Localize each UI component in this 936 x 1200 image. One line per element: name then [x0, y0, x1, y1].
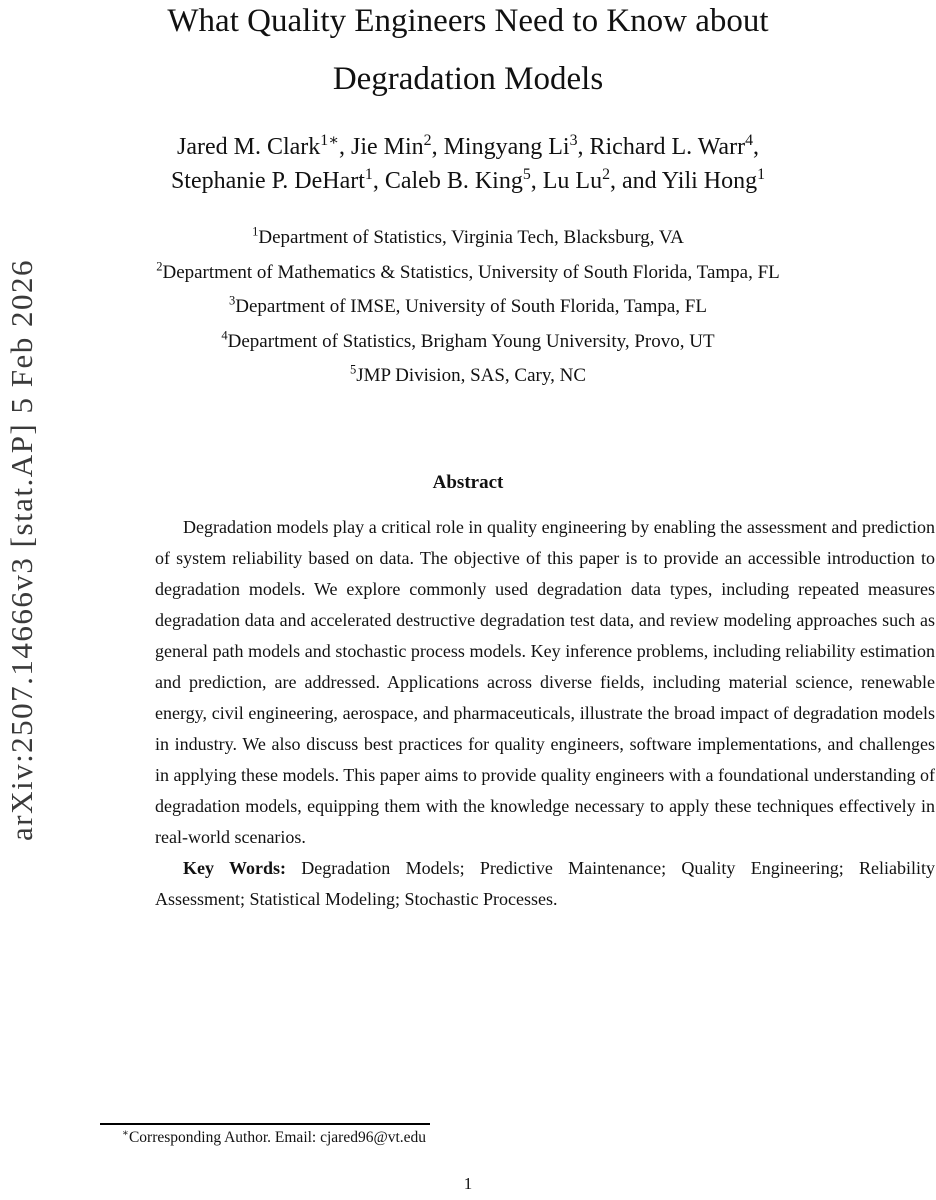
page-number: 1 — [463, 1174, 473, 1193]
keywords-text: Degradation Models; Predictive Maintenance; Quality Engineering; Reliability Assessment; Statistical Modeling; Stochastic Processes. — [155, 858, 935, 909]
paper-title — [0, 0, 936, 108]
paper-title-line2: Degradation Models — [332, 61, 604, 97]
affiliation-2: $^2$Department of Mathematics & Statistics, University of South Florida, Tampa, FL — [156, 259, 780, 283]
author-list — [0, 130, 936, 198]
affiliation-3: $^3$Department of IMSE, University of South Florida, Tampa, FL — [229, 293, 707, 317]
abstract-body — [155, 512, 935, 915]
author-line-1: Jared M. Clark$^{1∗}$, Jie Min$^2$, Mingyang Li$^3$, Richard L. Warr$^4$, — [177, 132, 759, 160]
abstract-text: Degradation models play a critical role in quality engineering by enabling the assessment and prediction of system reliability based on data. The objective of this paper is to provide an accessible introduction to degradation models. We explore commonly used degradation data types, including repeated measures degradation data and accelerated destructive degradation test data, and review modeling approaches such as general path models and stochastic process models. Key inference problems, including reliability estimation and prediction, are addressed. Applications across diverse fields, including material science, renewable energy, civil engineering, aerospace, and pharmaceuticals, illustrate the broad impact of degradation models in industry. We also discuss best practices for quality engineers, software implementations, and challenges in applying these models. This paper aims to provide quality engineers with a foundational understanding of degradation models, equipping them with the knowledge necessary to apply these techniques effectively in real-world scenarios. — [155, 517, 935, 847]
arxiv-stamp: arXiv:2507.14666v3 [stat.AP] 5 Feb 2026 — [4, 258, 39, 842]
affiliation-1: $^1$Department of Statistics, Virginia Tech, Blacksburg, VA — [252, 224, 684, 248]
affiliation-5: $^5$JMP Division, SAS, Cary, NC — [349, 362, 587, 386]
keywords — [155, 853, 935, 915]
affiliation-4: $^4$Department of Statistics, Brigham Young University, Provo, UT — [221, 328, 715, 352]
affiliation-list — [0, 221, 936, 394]
footnote-rule — [100, 1123, 430, 1125]
abstract-heading: Abstract — [432, 472, 504, 493]
paper-title-line1: What Quality Engineers Need to Know about — [167, 3, 769, 39]
corresponding-author-footnote: ∗Corresponding Author. Email: cjared96@vt.edu — [122, 1127, 427, 1146]
keywords-label: Key Words: — [183, 858, 302, 878]
author-line-2: Stephanie P. DeHart$^1$, Caleb B. King$^5$, Lu Lu$^2$, and Yili Hong$^1$ — [170, 166, 766, 194]
